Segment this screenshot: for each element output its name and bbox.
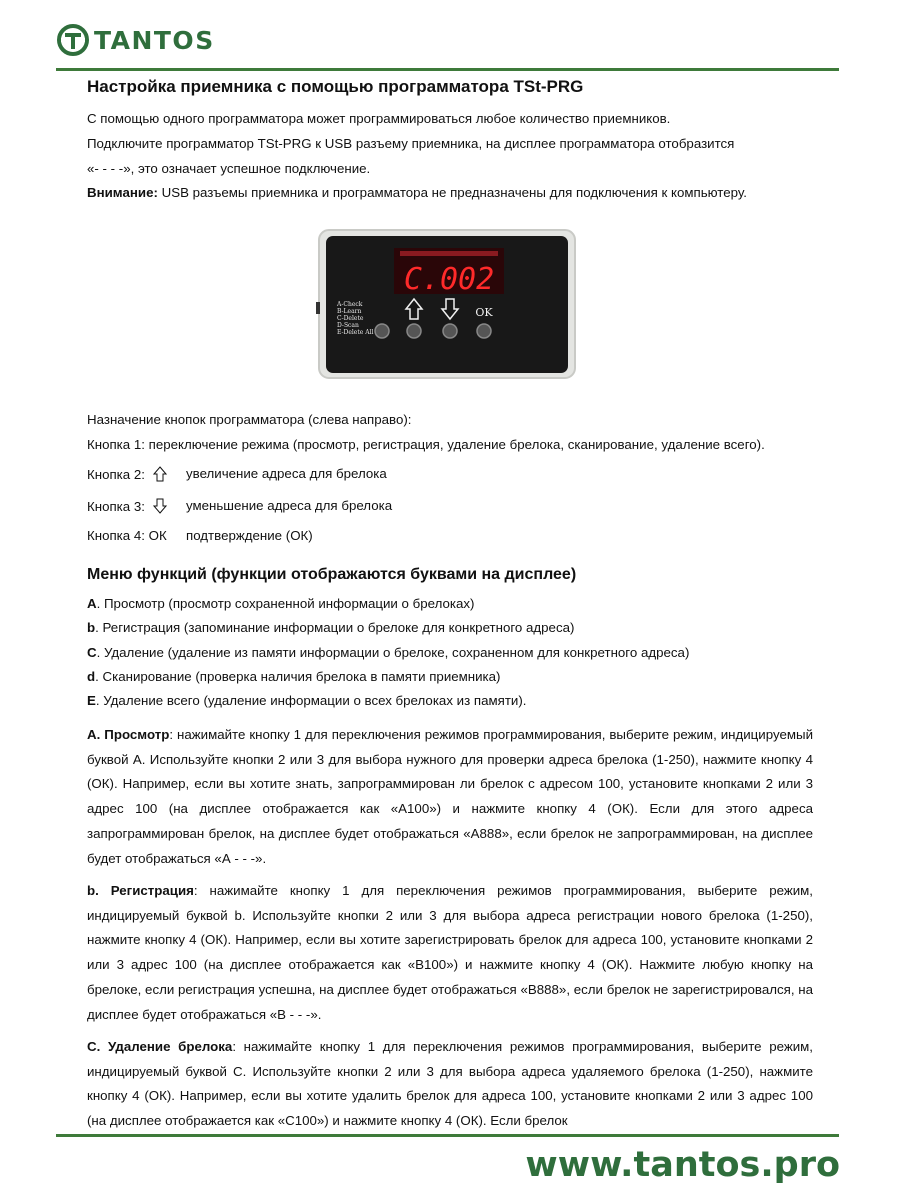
brand-logo (56, 20, 215, 60)
menu-item-d (87, 669, 501, 684)
warning-text: USB разъемы приемника и программатора не предназначены для подключения к компьютеру. (157, 185, 747, 200)
up-arrow-icon (153, 466, 167, 482)
warning-label: Внимание: (87, 185, 158, 200)
section-delete-text: : нажимайте кнопку 1 для переключения режимов программирования, выберите режим, индицируемый буквой С. Используйте кнопки 2 или 3 для выбора адреса удаляемого брелока (1-250), нажмите кнопку 4 (ОК). Например, если вы хотите удалить брелок для адреса 100, установите кнопками 2 или 3 адрес 100 (на дисплее отображается как «С100») и нажмите кнопку 4 (ОК). Если брелок (87, 1039, 813, 1129)
section-view-title: А. Просмотр (87, 727, 170, 742)
menu-item-e (87, 693, 526, 708)
menu-item-key: b (87, 620, 96, 635)
button-3-desc: уменьшение адреса для брелока (186, 498, 393, 513)
section-register (87, 879, 813, 1027)
intro-line-1: С помощью одного программатора может программироваться любое количество приемников. (87, 111, 671, 126)
intro-line-3: «- - - -», это означает успешное подключение. (87, 161, 371, 176)
button-3-row (87, 498, 171, 514)
device-legend-a: A-Check (337, 301, 363, 308)
down-arrow-icon (153, 498, 167, 514)
menu-item-text: . Удаление всего (удаление информации о всех брелоках из памяти). (95, 693, 527, 708)
page-title: Настройка приемника с помощью программатора TSt-PRG (87, 77, 584, 96)
menu-item-text: . Просмотр (просмотр сохраненной информации о брелоках) (96, 596, 475, 611)
device-legend-e: E-Delete All (337, 329, 374, 336)
button-2-desc: увеличение адреса для брелока (186, 466, 387, 481)
device-legend-c: C-Delete (337, 315, 364, 322)
menu-item-b (87, 620, 574, 635)
menu-item-key: A (87, 596, 97, 611)
menu-item-text: . Удаление (удаление из памяти информации о брелоке, сохраненном для конкретного адреса) (96, 645, 690, 660)
button-3-label: Кнопка 3: (87, 499, 145, 514)
device-button-1 (375, 324, 389, 338)
section-view-text: : нажимайте кнопку 1 для переключения режимов программирования, выберите режим, индицируемый буквой А. Используйте кнопки 2 или 3 для выбора нужного для проверки адреса брелока (1-250), нажмите кнопку 4 (ОК). Например, если вы хотите знать, запрограммирован ли брелок с адресом 100, установите кнопками 2 или 3 адрес 100 (на дисплее отображается как «А100») и нажмите кнопку 4 (ОК). Если для этого адреса запрограммирован брелок, на дисплее будет отображаться «А888», если брелок не запрограммирован, на дисплее будет отображаться «А - - -». (87, 727, 813, 866)
menu-item-key: C (87, 645, 97, 660)
section-delete-title: С. Удаление брелока (87, 1039, 233, 1054)
programmer-device-image (316, 227, 578, 381)
button-4-label: Кнопка 4: ОК (87, 528, 167, 543)
section-view (87, 723, 813, 871)
button-2-row (87, 466, 171, 482)
intro-line-2: Подключите программатор TSt-PRG к USB разъему приемника, на дисплее программатора отобразится (87, 136, 735, 151)
footer-divider (56, 1134, 839, 1137)
device-button-2 (407, 324, 421, 338)
menu-item-text: . Сканирование (проверка наличия брелока в памяти приемника) (95, 669, 501, 684)
section-register-text: : нажимайте кнопку 1 для переключения режимов программирования, выберите режим, индицируемый буквой b. Используйте кнопки 2 или 3 для выбора адреса регистрации нового брелока (1-250), нажмите кнопку 4 (ОК). Например, если вы хотите зарегистрировать брелок для адреса 100, установите кнопками 2 или 3 адрес 100 (на дисплее отображается как «В100») и нажмите кнопку 4 (ОК). Нажмите любую кнопку на брелоке, если регистрация успешна, на дисплее будет отображаться «В888», если брелок не зарегистрировался, на дисплее будет отображаться «В - - -». (87, 883, 813, 1022)
device-button-4 (477, 324, 491, 338)
section-register-title: b. Регистрация (87, 883, 194, 898)
menu-item-c (87, 645, 689, 660)
header-divider (56, 68, 839, 71)
menu-heading: Меню функций (функции отображаются буквами на дисплее) (87, 566, 577, 583)
tantos-logo-icon (56, 23, 90, 57)
device-display-readout: C.002 (403, 262, 495, 297)
button-1-desc: Кнопка 1: переключение режима (просмотр, регистрация, удаление брелока, сканирование, удаление всего). (87, 437, 765, 452)
device-button-3 (443, 324, 457, 338)
button-2-label: Кнопка 2: (87, 467, 145, 482)
warning-line (87, 185, 747, 200)
button-4-desc: подтверждение (ОК) (186, 528, 313, 543)
buttons-heading: Назначение кнопок программатора (слева направо): (87, 412, 412, 427)
menu-item-text: . Регистрация (запоминание информации о брелоке для конкретного адреса) (95, 620, 575, 635)
menu-item-a (87, 596, 474, 611)
footer-url: www.tantos.pro (525, 1145, 840, 1185)
section-delete (87, 1035, 813, 1134)
menu-item-key: E (87, 693, 96, 708)
device-legend-d: D-Scan (337, 322, 359, 329)
device-ok-label: OK (475, 306, 493, 319)
device-legend-b: B-Learn (337, 308, 362, 315)
menu-item-key: d (87, 669, 96, 684)
brand-name: TANTOS (94, 25, 215, 55)
